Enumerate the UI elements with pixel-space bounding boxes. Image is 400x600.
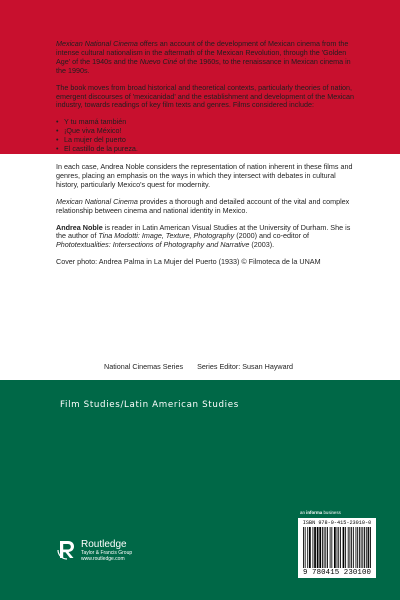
- informa-prefix: an: [300, 510, 307, 515]
- barcode-bar: [366, 527, 367, 568]
- barcode-bar: [322, 527, 323, 568]
- film-item: • ¡Que viva México!: [56, 127, 356, 136]
- bio-text-3: (2003).: [249, 240, 275, 250]
- author-bio: [56, 224, 356, 251]
- barcode-bar: [356, 527, 357, 568]
- author-name: Andrea Noble: [56, 222, 103, 232]
- barcode-bar: [309, 527, 311, 568]
- barcode-bar: [303, 527, 304, 568]
- barcode-bar: [368, 527, 369, 568]
- barcode-bar: [334, 527, 336, 568]
- informa-suffix: business: [322, 510, 341, 515]
- barcode-bar: [351, 527, 352, 568]
- film-item: • Y tu mamá también: [56, 118, 356, 127]
- publisher-website: www.routledge.com: [81, 556, 125, 562]
- subject-categories: Film Studies/Latin American Studies: [60, 400, 239, 410]
- barcode-bar: [331, 527, 332, 568]
- barcode-graphic: [301, 527, 373, 568]
- barcode-bar: [307, 527, 308, 568]
- barcode-bar: [317, 527, 319, 568]
- barcode-bar: [345, 527, 346, 568]
- series-name: National Cinemas Series: [104, 362, 184, 371]
- barcode-bar: [368, 527, 369, 568]
- barcode-bar: [348, 527, 349, 568]
- barcode-bar: [324, 527, 325, 568]
- publisher-group: Taylor & Francis Group: [81, 550, 133, 556]
- informa-brand: informa: [306, 510, 323, 515]
- barcode-bar: [361, 527, 362, 568]
- barcode-digits: 9 780415 230100: [302, 569, 372, 577]
- film-item: • El castillo de la pureza.: [56, 145, 356, 154]
- barcode-bar: [362, 527, 363, 568]
- summary-text: provides a thorough and detailed account of the vital and complex relationship between cinema and national identity in Mexico.: [56, 196, 350, 215]
- barcode-bar: [312, 527, 313, 568]
- book-title: Mexican National Cinema: [56, 196, 138, 206]
- barcode-bar: [343, 527, 345, 568]
- blurb-paragraph-summary: [56, 198, 356, 216]
- barcode-bar: [337, 527, 338, 568]
- series-editor: Series Editor: Susan Hayward: [197, 362, 293, 371]
- barcode-bar: [305, 527, 306, 568]
- back-cover-blurb: [56, 40, 356, 275]
- routledge-r-logo-icon: [56, 538, 78, 560]
- isbn-barcode: [298, 518, 376, 578]
- barcode-bar: [349, 527, 350, 568]
- barcode-bar: [327, 527, 328, 568]
- series-info: [104, 362, 344, 371]
- bio-text-2: (2000) and co-editor of: [234, 231, 309, 241]
- barcode-bar: [319, 527, 321, 568]
- isbn-label: ISBN 978-0-415-23010-0: [302, 520, 372, 526]
- book-title: Mexican National Cinema: [56, 39, 138, 48]
- intro-text-1: offers an account of the development of Mexican cinema from the intense cultural nationalism in the aftermath of the Mexican Revolution, through the 'Golden Age' of the 1940s and the: [56, 39, 349, 66]
- barcode-bar: [338, 527, 339, 568]
- blurb-paragraph-intro: [56, 40, 356, 76]
- barcode-bar: [340, 527, 341, 568]
- author-book-1: Tina Modotti: Image, Texture, Photography: [98, 231, 235, 241]
- films-list: [56, 118, 356, 154]
- cover-credit: Cover photo: Andrea Palma in La Mujer del Puerto (1933) © Filmoteca de la UNAM: [56, 257, 321, 267]
- film-item: • La mujer del puerto: [56, 136, 356, 145]
- publisher-name: Routledge: [81, 539, 127, 550]
- barcode-bar: [325, 527, 326, 568]
- nuevo-cine-term: Nuevo Ciné: [139, 56, 178, 66]
- author-book-2: Phototextualities: Intersections of Photography and Narrative: [56, 240, 250, 250]
- blurb-paragraph-scope: The book moves from broad historical and theoretical contexts, particularly theories of nation, emergent discourses of 'mexicanidad' and the establishment and development of the Mexican industry, towards readings of key film texts and genres. Films considered include:: [56, 82, 355, 110]
- barcode-bar: [330, 527, 331, 568]
- barcode-bar: [359, 527, 360, 568]
- intro-text-2: of the 1960s, to the renaissance in Mexican cinema in the 1990s.: [56, 56, 351, 75]
- informa-business-line: [300, 510, 341, 515]
- barcode-bar: [357, 527, 358, 568]
- publisher-block: [56, 538, 186, 578]
- bio-text-1: is reader in Latin American Visual Studies at the University of Durham. She is the author of: [56, 222, 351, 241]
- blurb-paragraph-approach: In each case, Andrea Noble considers the representation of nation inherent in these films and genres, placing an emphasis on the ways in which they intersect with debates in cultural history, particularly Mexico's quest for modernity.: [56, 161, 353, 189]
- barcode-bar: [353, 527, 354, 568]
- barcode-bar: [364, 527, 365, 568]
- barcode-bar: [370, 527, 371, 568]
- barcode-bar: [314, 527, 316, 568]
